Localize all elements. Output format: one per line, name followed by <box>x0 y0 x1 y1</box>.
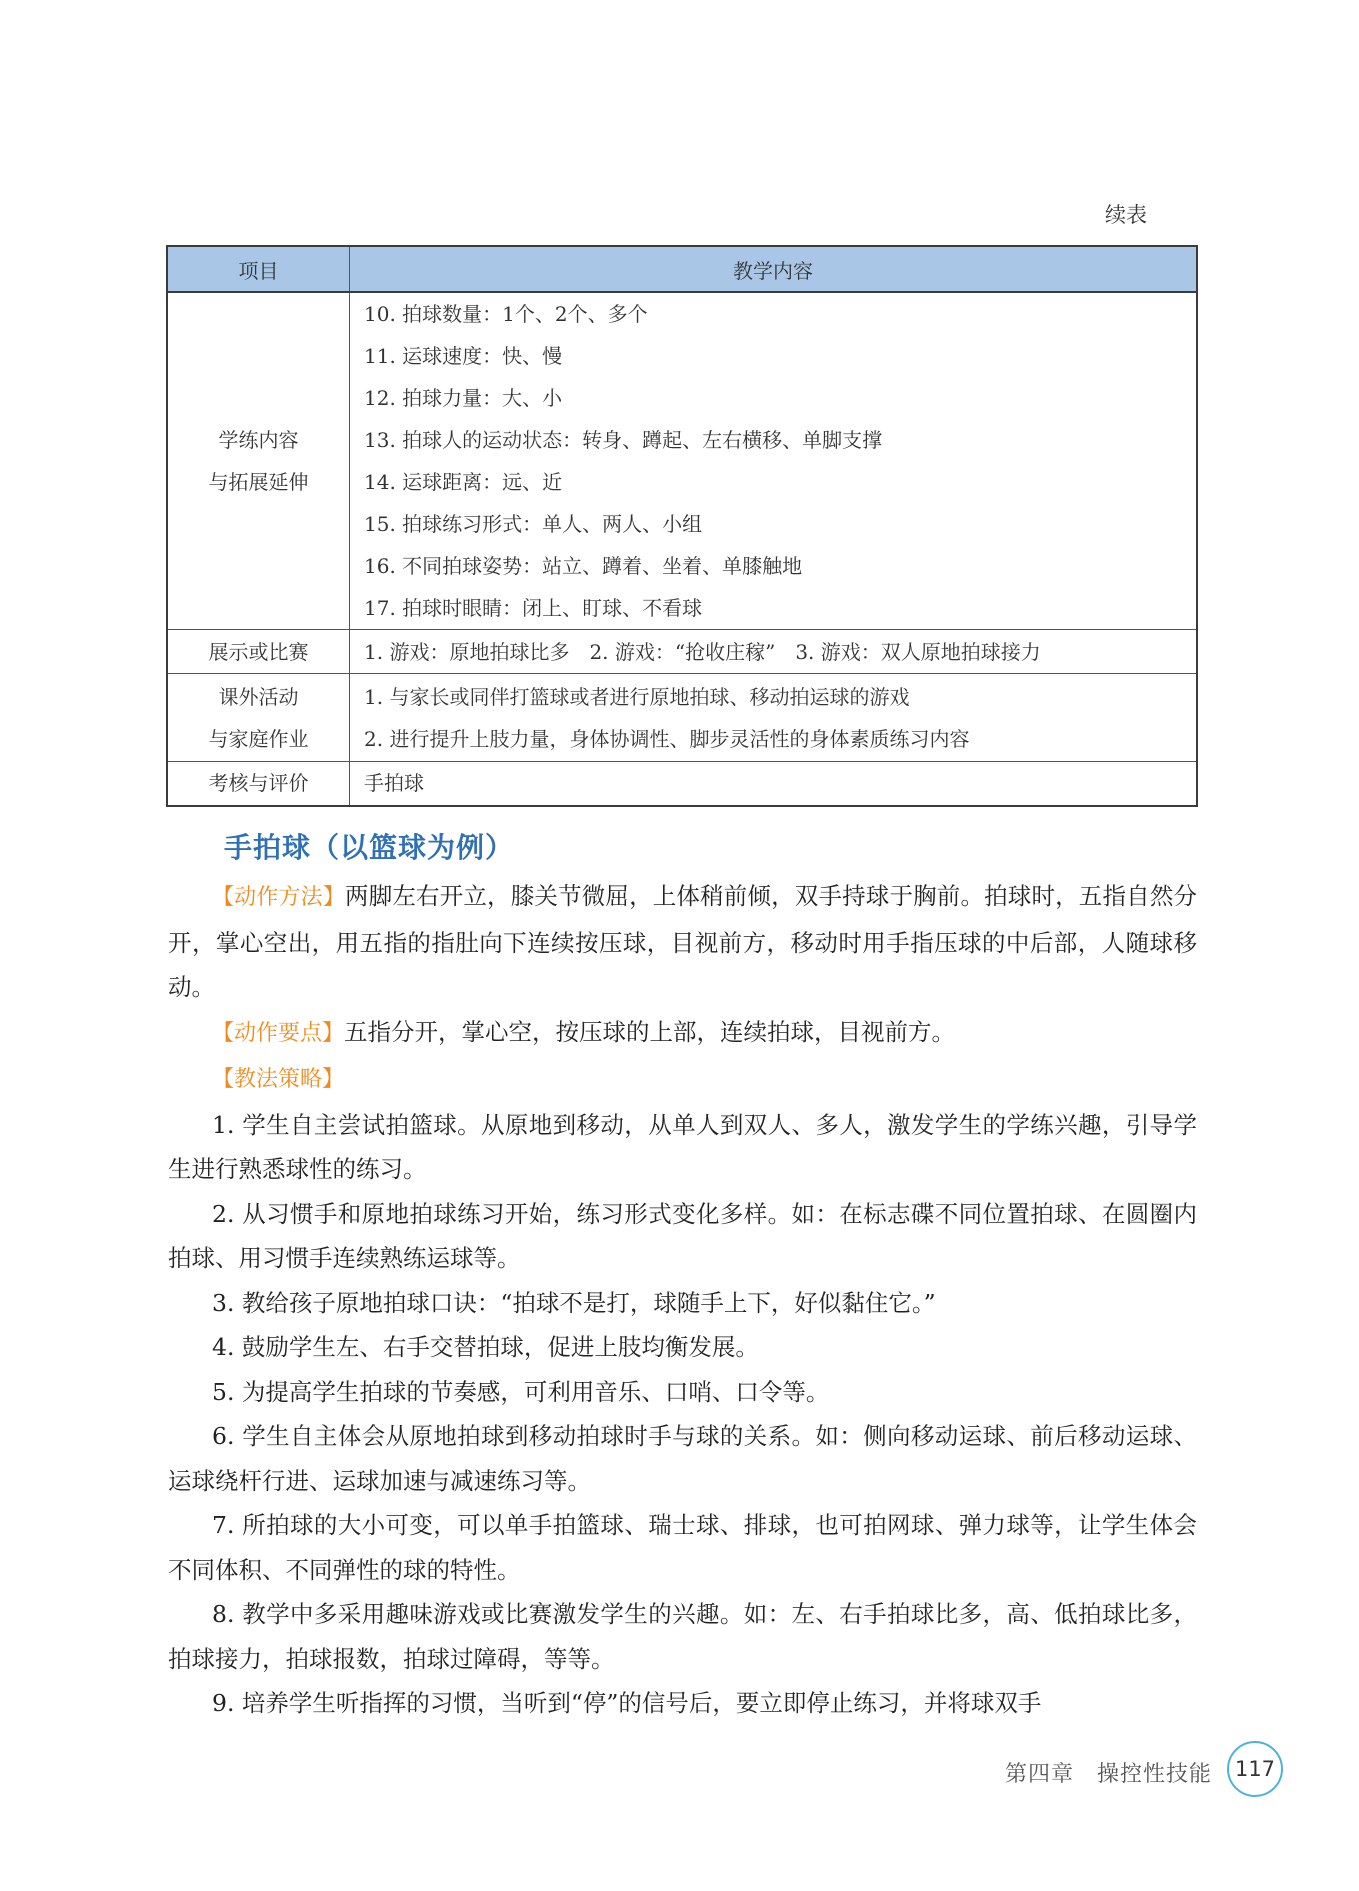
project-line: 与拓展延伸 <box>208 470 309 494</box>
footer-chapter: 第四章 操控性技能 <box>1005 1762 1213 1787</box>
strategy-item: 5. 为提高学生拍球的节奏感，可利用音乐、口哨、口令等。 <box>212 1377 830 1406</box>
table-row <box>167 292 1197 630</box>
section-title: 手拍球（以篮球为例） <box>224 831 515 864</box>
content-line: 13. 拍球人的运动状态：转身、蹲起、左右横移、单脚支撑 <box>364 428 883 452</box>
content-line: 15. 拍球练习形式：单人、两人、小组 <box>364 512 703 536</box>
method-paragraph <box>168 874 1197 1010</box>
content-line: 11. 运球速度：快、慢 <box>364 344 563 368</box>
method-text: 两脚左右开立，膝关节微屈，上体稍前倾，双手持球于胸前。拍球时，五指自然分开，掌心空出，用五指的指肚向下连续按压球，目视前方，移动时用手指压球的中后部，人随球移动。 <box>168 882 1197 1001</box>
table-header-row <box>167 246 1197 292</box>
strategy-item: 2. 从习惯手和原地拍球练习开始，练习形式变化多样。如：在标志碟不同位置拍球、在圆圈内拍球、用习惯手连续熟练运球等。 <box>168 1199 1197 1272</box>
table-cell-content <box>350 292 1198 630</box>
page-number: 117 <box>1227 1741 1283 1797</box>
content-line: 10. 拍球数量：1个、2个、多个 <box>364 302 648 326</box>
content-line: 1. 与家长或同伴打篮球或者进行原地拍球、移动拍运球的游戏 <box>364 684 910 709</box>
table-cell-project <box>167 630 350 674</box>
strategy-item: 7. 所拍球的大小可变，可以单手拍篮球、瑞士球、排球，也可拍网球、弹力球等，让学生体会不同体积、不同弹性的球的特性。 <box>168 1511 1197 1584</box>
keypoints-label: 【动作要点】 <box>212 1020 345 1046</box>
project-line: 考核与评价 <box>208 771 309 796</box>
table-header-project: 项目 <box>167 246 350 292</box>
strategy-item: 4. 鼓励学生左、右手交替拍球，促进上肢均衡发展。 <box>212 1333 759 1361</box>
strategy-item: 1. 学生自主尝试拍篮球。从原地到移动，从单人到双人、多人，激发学生的学练兴趣，引导学生进行熟悉球性的练习。 <box>168 1110 1197 1183</box>
content-line: 手拍球 <box>364 771 424 796</box>
table-row <box>167 674 1197 762</box>
table-row <box>167 630 1197 674</box>
teaching-content-table <box>166 245 1198 807</box>
strategy-label: 【教法策略】 <box>212 1067 345 1092</box>
section-body <box>168 874 1197 1726</box>
strategy-item: 9. 培养学生听指挥的习惯，当听到“停”的信号后，要立即停止练习，并将球双手 <box>212 1689 1042 1717</box>
strategy-item: 8. 教学中多采用趣味游戏或比赛激发学生的兴趣。如：左、右手拍球比多，高、低拍球比多，拍球接力，拍球报数，拍球过障碍，等等。 <box>168 1600 1197 1673</box>
project-line: 与家庭作业 <box>208 726 309 751</box>
content-line: 12. 拍球力量：大、小 <box>364 386 563 410</box>
table-cell-project <box>167 674 350 762</box>
table-cell-project <box>167 762 350 806</box>
table-cell-content <box>350 762 1198 806</box>
continued-label: 续表 <box>1105 203 1147 227</box>
content-line: 14. 运球距离：远、近 <box>364 470 563 494</box>
project-line: 课外活动 <box>218 684 299 709</box>
keypoints-paragraph <box>168 1010 1197 1057</box>
content-line: 17. 拍球时眼睛：闭上、盯球、不看球 <box>364 596 703 620</box>
table-cell-content <box>350 674 1198 762</box>
project-line: 展示或比赛 <box>208 639 309 664</box>
table-row <box>167 762 1197 806</box>
content-line: 1. 游戏：原地拍球比多 2. 游戏：“抢收庄稼” 3. 游戏：双人原地拍球接力 <box>364 639 1041 664</box>
project-line: 学练内容 <box>218 428 299 452</box>
content-line: 16. 不同拍球姿势：站立、蹲着、坐着、单膝触地 <box>364 554 803 578</box>
strategy-heading <box>168 1056 1197 1103</box>
keypoints-text: 五指分开，掌心空，按压球的上部，连续拍球，目视前方。 <box>344 1017 956 1046</box>
table-cell-content <box>350 630 1198 674</box>
strategy-item: 6. 学生自主体会从原地拍球到移动拍球时手与球的关系。如：侧向移动运球、前后移动运球、运球绕杆行进、运球加速与减速练习等。 <box>168 1422 1197 1495</box>
table-cell-project <box>167 292 350 630</box>
table-header-content: 教学内容 <box>350 246 1198 292</box>
content-line: 2. 进行提升上肢力量，身体协调性、脚步灵活性的身体素质练习内容 <box>364 726 970 751</box>
strategy-item: 3. 教给孩子原地拍球口诀：“拍球不是打，球随手上下，好似黏住它。” <box>212 1288 936 1317</box>
method-label: 【动作方法】 <box>212 885 346 910</box>
